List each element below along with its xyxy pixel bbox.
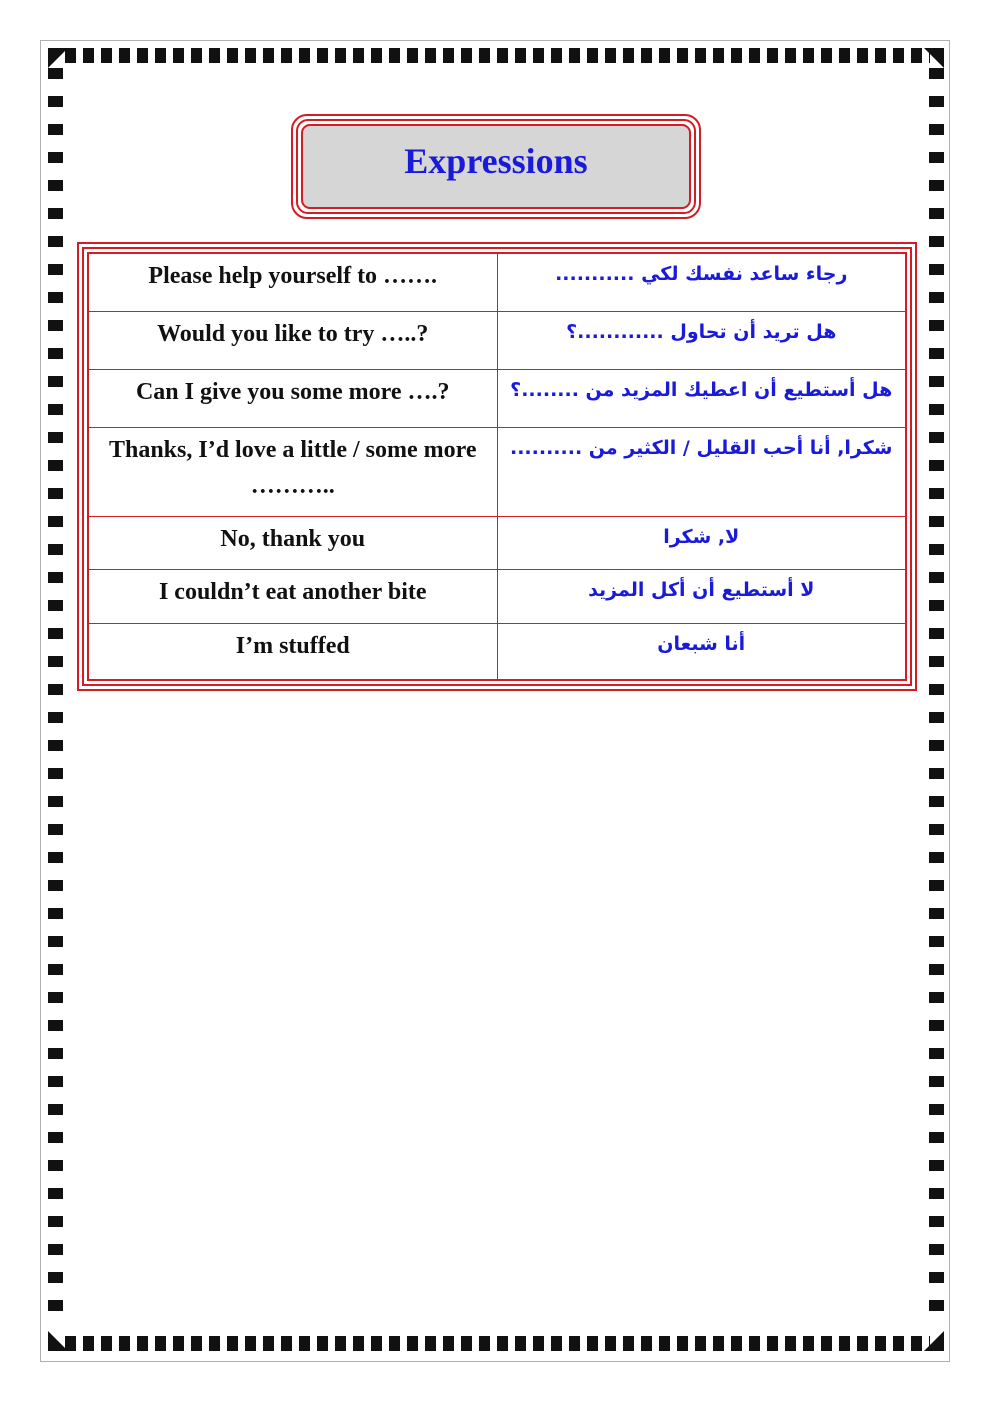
expressions-table-frame xyxy=(77,242,917,691)
page-border xyxy=(40,40,950,1362)
arabic-translation: هل تريد أن تحاول ............؟ xyxy=(497,312,906,370)
english-expression: Would you like to try …..? xyxy=(88,312,497,370)
border-corner-bottom-right xyxy=(924,1331,944,1351)
table-row xyxy=(88,428,906,517)
decorative-border-right xyxy=(929,68,944,1328)
expressions-table-inner-frame xyxy=(82,247,912,686)
arabic-translation: لا, شكرا xyxy=(497,516,906,570)
english-expression: Please help yourself to ……. xyxy=(88,253,497,312)
english-expression: No, thank you xyxy=(88,516,497,570)
expressions-table xyxy=(87,252,907,681)
table-row xyxy=(88,570,906,624)
arabic-translation: لا أستطيع أن أكل المزيد xyxy=(497,570,906,624)
english-expression: Thanks, I’d love a little / some more ……….. xyxy=(88,428,497,517)
title-box xyxy=(291,114,701,219)
page-title: Expressions xyxy=(404,140,588,181)
english-expression: I couldn’t eat another bite xyxy=(88,570,497,624)
table-row xyxy=(88,516,906,570)
table-row xyxy=(88,623,906,680)
border-corner-top-left xyxy=(48,48,68,68)
decorative-border-top xyxy=(65,48,930,63)
decorative-border-bottom xyxy=(65,1336,930,1351)
table-row xyxy=(88,253,906,312)
title-box-inner xyxy=(301,124,691,209)
english-expression: Can I give you some more ….? xyxy=(88,369,497,428)
arabic-translation: هل أستطيع أن اعطيك المزيد من ........؟ xyxy=(497,369,906,428)
table-row xyxy=(88,312,906,370)
title-box-frame xyxy=(296,119,696,214)
table-row xyxy=(88,369,906,428)
arabic-translation: شكرا, أنا أحب القليل / الكثير من .......... xyxy=(497,428,906,517)
arabic-translation: رجاء ساعد نفسك لكي ........... xyxy=(497,253,906,312)
english-expression: I’m stuffed xyxy=(88,623,497,680)
border-corner-top-right xyxy=(924,48,944,68)
decorative-border-left xyxy=(48,68,63,1328)
border-corner-bottom-left xyxy=(48,1331,68,1351)
arabic-translation: أنا شبعان xyxy=(497,623,906,680)
